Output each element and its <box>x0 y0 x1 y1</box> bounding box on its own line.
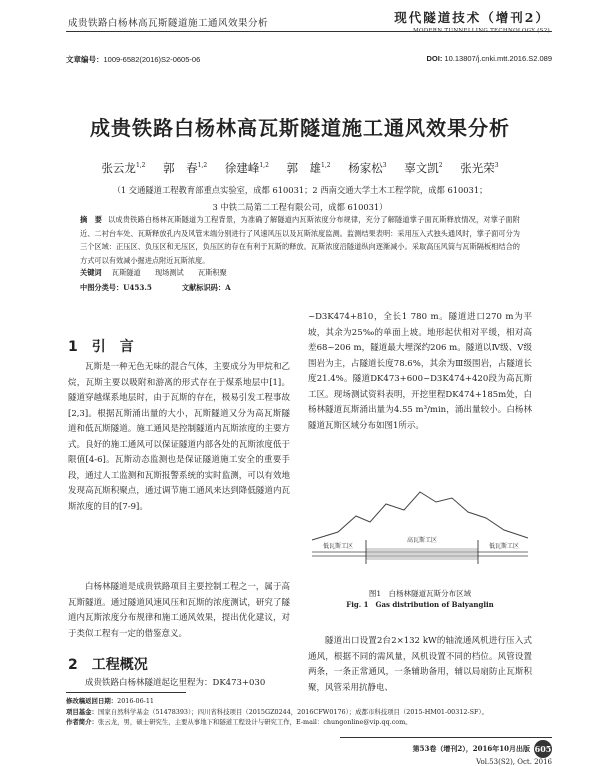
author: 郭 雄$^{1,2}$ <box>286 161 331 175</box>
doi-value[interactable]: 10.13807/j.cnki.mtt.2016.S2.089 <box>444 54 552 63</box>
article-number-label: 文章编号： <box>66 55 104 64</box>
gas-distribution-figure <box>308 452 532 582</box>
abstract <box>80 213 520 267</box>
zone-label: 低瓦斯工区 <box>322 543 354 550</box>
figure-caption-en: Fig. 1 Gas distribution of Baiyanglin <box>346 600 494 609</box>
keyword: 瓦斯积聚 <box>198 268 227 277</box>
figure-caption-cn: 图1 白杨林隧道瓦斯分布区域 <box>368 589 472 598</box>
article-number <box>66 54 200 65</box>
abstract-label: 摘 要 <box>80 215 103 224</box>
author: 辜文凯$^2$ <box>404 161 443 175</box>
article-number-value: 1009-6582(2016)S2-0605-06 <box>103 55 201 64</box>
body-paragraph: 白杨林隧道是成贵铁路项目主要控制工程之一，属于高瓦斯隧道。通过隧道风速风压和瓦斯的浓度测试，研究了隧道内瓦斯浓度分布规律和施工通风效果，提出优化建议，对于类似工程有一定的借鉴意义。 <box>68 582 290 639</box>
keywords-label: 关键词 <box>80 268 102 277</box>
doi-label: DOI: <box>426 54 443 63</box>
body-paragraph: 隧道出口设置2台2×132 kW的轴流通风机进行压入式通风，根据不同的需风量，风机设置不同的档位。风管设置两条，一条正常通风，一条辅助备用，辅以局扇防止瓦斯积聚，风管采用抗静电、 <box>308 636 532 693</box>
author: 张光荣$^3$ <box>460 161 499 175</box>
section-heading: 1 引 言 <box>68 339 134 355</box>
affiliation-line: 3 中铁二局第二工程有限公司，成都 610031） <box>212 202 388 212</box>
body-paragraph: ~D3K474+810，全长1 780 m。隧道进口270 m为平坡，其余为25‰的单面上坡。地形起伏相对平缓，相对高差68~206 m，隧道最大埋深约206 m。隧道以Ⅳ级、Ⅴ级围岩为主，占隧道长度78.6%，其余为Ⅲ级围岩，占隧道长度21.4%。隧道DK473+600~D3K474+420段为高瓦斯工区。现场测试资料表明，开挖里程DK474+185m处，白杨林隧道瓦斯涌出量为4.55 m³/min，涌出量较小。白杨林隧道瓦斯区域分布如图1所示。 <box>308 312 532 431</box>
author-list <box>0 160 600 176</box>
clc-label: 中图分类号： <box>80 283 124 292</box>
footnote <box>66 696 552 728</box>
body-paragraph: 成贵铁路白杨林隧道起讫里程为：DK473+030 <box>85 678 266 688</box>
journal-title-en: MODERN TUNNELLING TECHNOLOGY (S2) <box>413 28 550 34</box>
high-gas-zone <box>366 548 478 560</box>
zone-label: 低瓦斯工区 <box>488 543 520 550</box>
page-footer <box>413 740 552 766</box>
received-date: 修改稿返回日期：2016-06-11 <box>66 697 154 705</box>
issue-info: 第53卷（增刊2），2016年10月出版 605 <box>413 740 552 758</box>
paper-title: 成贵铁路白杨林高瓦斯隧道施工通风效果分析 <box>90 116 510 140</box>
page-footer-rule <box>340 737 552 738</box>
issue-info-en: Vol.53(S2), Oct. 2016 <box>476 758 552 766</box>
doc-code-label: 文献标识码： <box>181 283 226 292</box>
author: 张云龙$^{1,2}$ <box>101 161 146 175</box>
author-bio: 作者简介：张云龙，男，硕士研究生，主要从事地下和隧道工程设计与研究工作，E-mail：chungonline@vip.qq.com。 <box>66 718 412 726</box>
classification <box>80 283 231 293</box>
running-title: 成贵铁路白杨林高瓦斯隧道施工通风效果分析 <box>68 18 269 29</box>
journal-title: 现代隧道技术（增刊2） <box>394 10 550 25</box>
doc-code-value: A <box>225 283 231 292</box>
affiliation-line: （1 交通隧道工程教育部重点实验室，成都 610031；2 西南交通大学土木工程学院，成都 610031； <box>112 185 488 195</box>
keyword: 瓦斯隧道 <box>111 268 141 277</box>
header-rule <box>66 31 552 32</box>
author: 徐建峰$^{1,2}$ <box>224 161 269 175</box>
keyword: 现场测试 <box>154 268 184 277</box>
clc-value: U453.5 <box>123 283 152 292</box>
fund-info: 项目基金：国家自然科学基金（51478393）；四川省科技项目（2015GZ0244，2016CFW0176）；成都市科技项目（2015-HM01-00312-SF）。 <box>66 707 489 716</box>
footnote-rule <box>66 692 186 693</box>
page-number: 605 <box>534 740 552 758</box>
body-paragraph: 瓦斯是一种无色无味的混合气体，主要成分为甲烷和乙烷，瓦斯主要以吸附和游离的形式存在于煤系地层中[1]。隧道穿越煤系地层时，由于瓦斯的存在，极易引发工程事故[2,3]。根据瓦斯涌出量的大小，瓦斯隧道又分为高瓦斯隧道和低瓦斯隧道。施工通风是控制隧道内瓦斯浓度的主要方式。良好的施工通风可以保证隧道内部各处的瓦斯浓度低于限值[4-6]。瓦斯动态监测也是保证隧道施工安全的重要手段，通过人工监测和瓦斯报警系统的实时监测，可以有效地发现高瓦斯积聚点，通过调节施工通风来达到降低隧道内瓦斯浓度的目的[7-9]。 <box>68 362 290 512</box>
author: 郭 春$^{1,2}$ <box>163 161 208 175</box>
section-heading: 2 工程概况 <box>68 657 148 673</box>
zone-label: 高瓦斯工区 <box>406 537 438 544</box>
doi <box>426 54 552 63</box>
abstract-text: 以成贵铁路白杨林瓦斯隧道为工程背景，为准确了解隧道内瓦斯浓度分布规律，充分了解隧道掌子面瓦斯释放情况，对掌子面附近、二衬台车处、瓦斯释放孔内及风管末端分别进行了风速风压以及瓦斯浓度监测。监测结果表明：采用压入式独头通风时，掌子面可分为三个区域：正压区、负压区和无压区，负压区的存在有利于瓦斯的释放。瓦斯浓度沿隧道纵向逐渐减小。采取高压风筒与瓦斯隔板相结合的方式可以有效减小掘进点附近瓦斯浓度。 <box>80 215 520 265</box>
keywords <box>80 268 239 278</box>
author: 杨家松$^3$ <box>348 161 387 175</box>
affiliations <box>60 182 540 216</box>
